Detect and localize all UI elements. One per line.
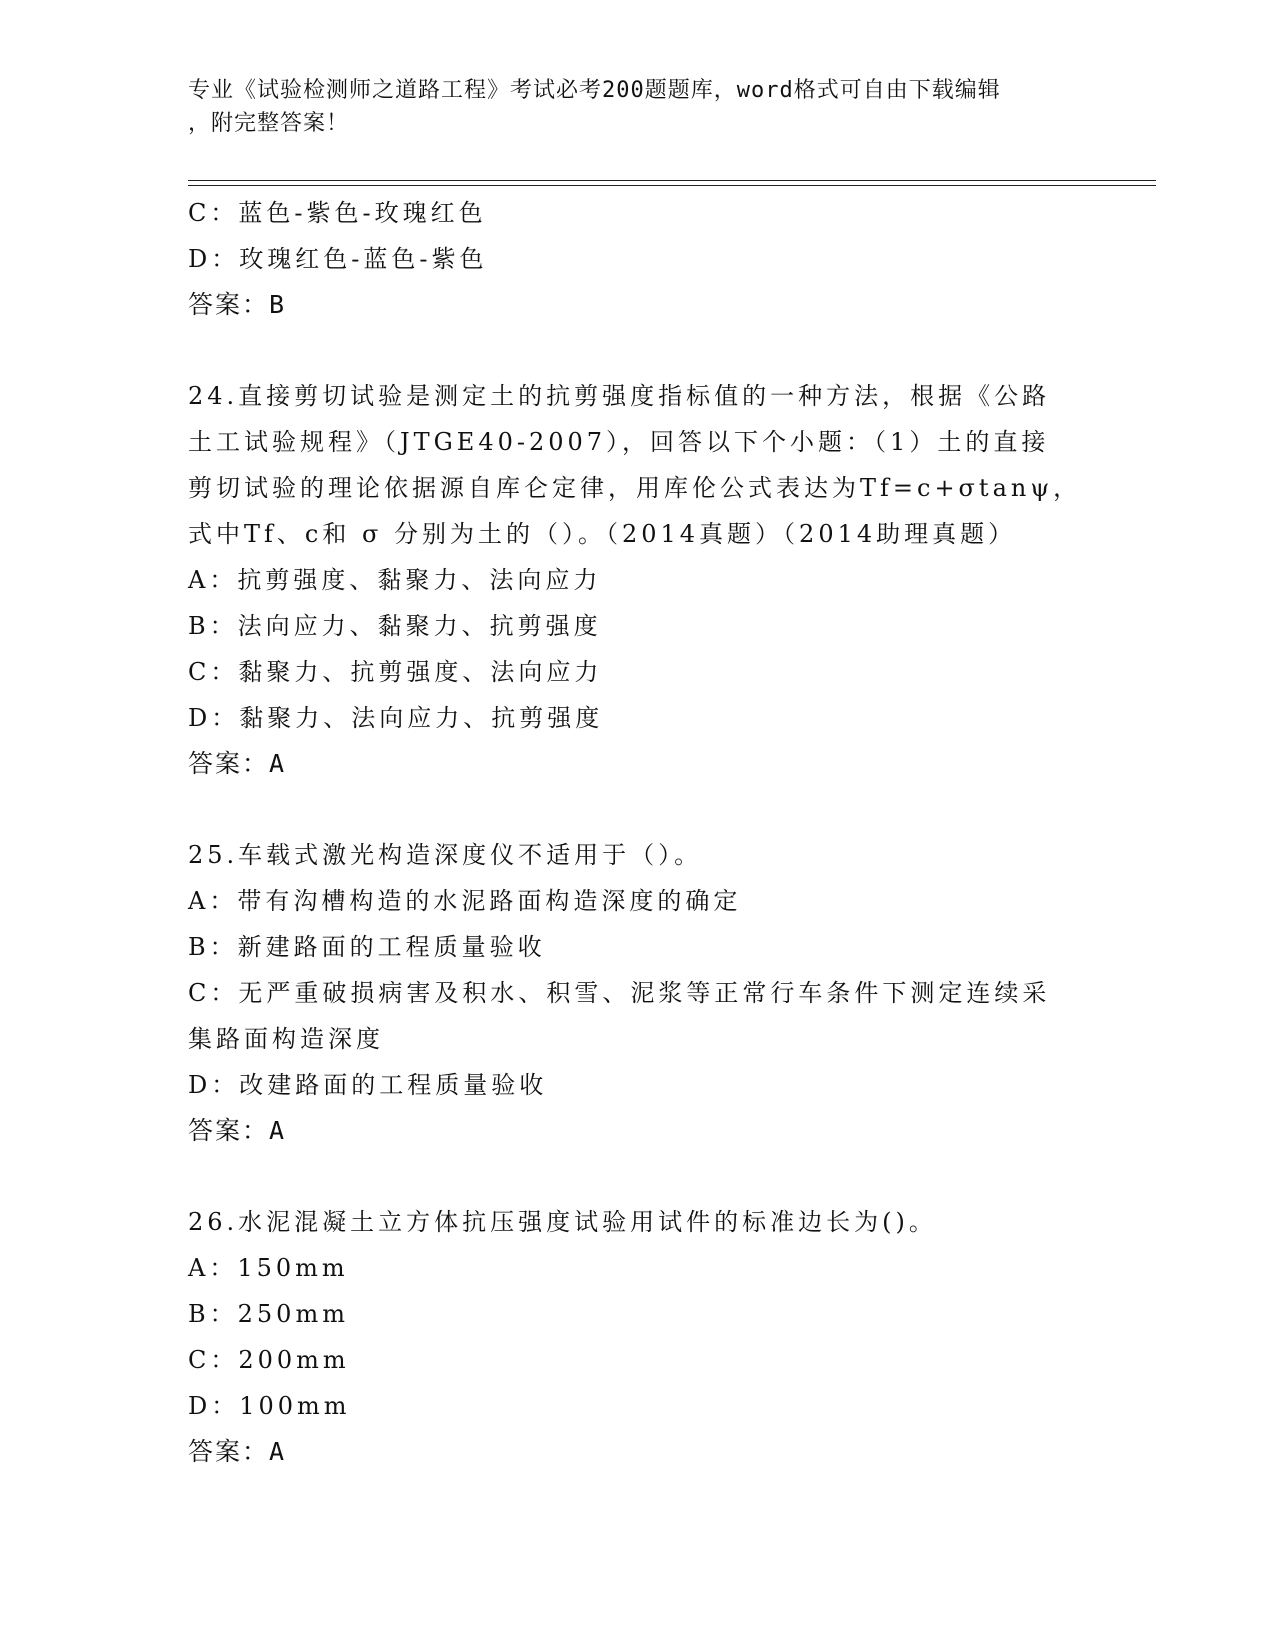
answer: 答案：A <box>188 749 287 778</box>
option-d: D：改建路面的工程质量验收 <box>188 1071 548 1099</box>
answer: 答案：A <box>188 1437 287 1466</box>
question-stem: 24.直接剪切试验是测定土的抗剪强度指标值的一种方法，根据《公路 <box>188 382 1051 410</box>
option-c: C：蓝色-紫色-玫瑰红色 <box>188 199 487 227</box>
spacer <box>188 1154 1088 1199</box>
header-line-2: ，附完整答案！ <box>188 111 350 136</box>
option-a: A：150mm <box>188 1254 349 1282</box>
header-line-1: 专业《试验检测师之道路工程》考试必考200题题库，word格式可自由下载编辑 <box>188 78 1001 103</box>
question-23 <box>188 190 1088 328</box>
header-rule-bottom <box>188 185 1156 186</box>
answer: 答案：A <box>188 1116 287 1145</box>
question-stem: 26.水泥混凝土立方体抗压强度试验用试件的标准边长为()。 <box>188 1208 937 1236</box>
question-stem: 土工试验规程》（JTGE40-2007），回答以下个小题：（1）土的直接 <box>188 428 1050 456</box>
question-24 <box>188 373 1088 787</box>
option-c: C：200mm <box>188 1346 350 1374</box>
option-a: A：带有沟槽构造的水泥路面构造深度的确定 <box>188 887 742 915</box>
option-d: D：黏聚力、法向应力、抗剪强度 <box>188 704 604 732</box>
answer: 答案：B <box>188 290 287 319</box>
option-b: B：新建路面的工程质量验收 <box>188 933 546 961</box>
header-rule-top <box>188 180 1156 181</box>
spacer <box>188 787 1088 832</box>
question-stem: 25.车载式激光构造深度仪不适用于（）。 <box>188 841 703 869</box>
option-c-continued: 集路面构造深度 <box>188 1025 384 1053</box>
question-25 <box>188 832 1088 1154</box>
option-d: D：玫瑰红色-蓝色-紫色 <box>188 245 488 273</box>
question-stem: 剪切试验的理论依据源自库仑定律，用库伦公式表达为Tf=c+σtanψ， <box>188 474 1082 502</box>
question-stem: 式中Tf、c和 σ 分别为土的（）。（2014真题）（2014助理真题） <box>188 520 1017 548</box>
option-d: D：100mm <box>188 1392 351 1420</box>
option-a: A：抗剪强度、黏聚力、法向应力 <box>188 566 602 594</box>
document-header <box>188 74 1088 140</box>
question-26 <box>188 1199 1088 1475</box>
spacer <box>188 328 1088 373</box>
option-c: C：黏聚力、抗剪强度、法向应力 <box>188 658 603 686</box>
option-c: C：无严重破损病害及积水、积雪、泥浆等正常行车条件下测定连续采 <box>188 979 1051 1007</box>
document-body <box>188 190 1088 1475</box>
option-b: B：250mm <box>188 1300 349 1328</box>
option-b: B：法向应力、黏聚力、抗剪强度 <box>188 612 602 640</box>
